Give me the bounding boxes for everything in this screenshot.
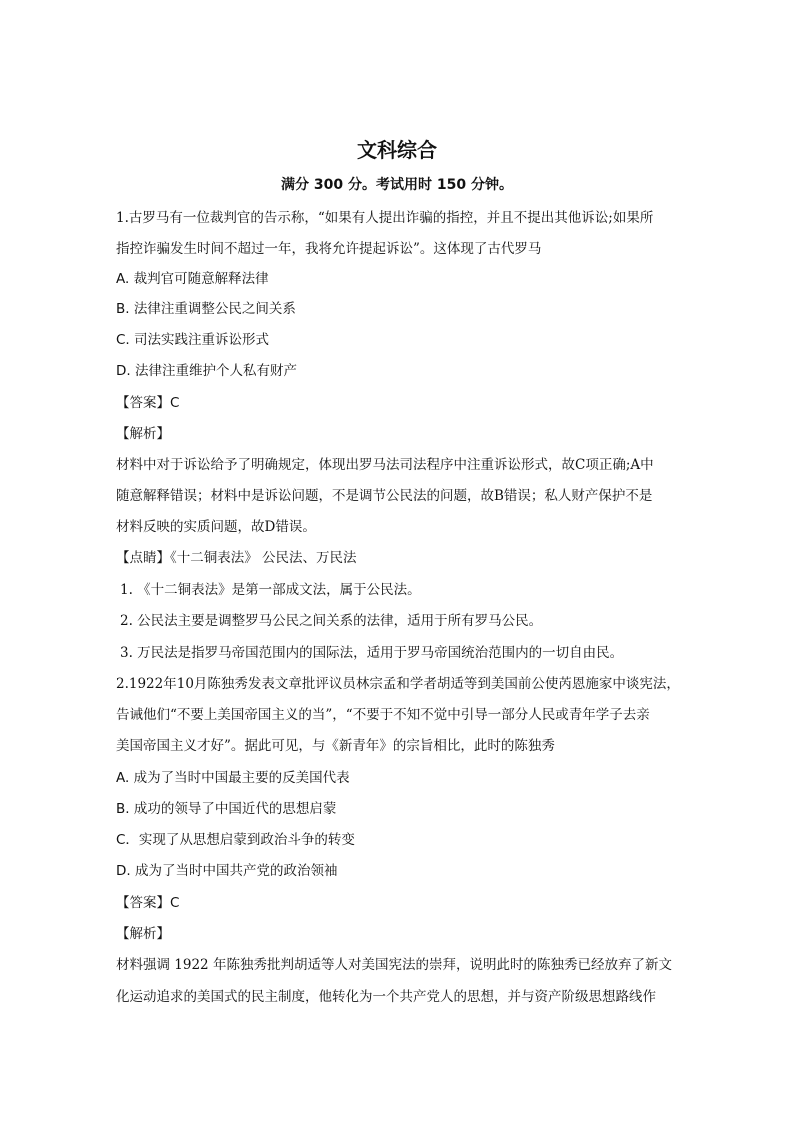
q2-answer: 【答案】C — [116, 895, 180, 911]
q1-tip-heading: 【点睛】《十二铜表法》 公民法、万民法 — [116, 550, 357, 566]
q2-analysis-line-2: 化运动追求的美国式的民主制度，他转化为一个共产党人的思想，并与资产阶级思想路线作 — [116, 989, 656, 1005]
q2-stem-line-3: 美国帝国主义才好”。据此可见，与《新青年》的宗旨相比，此时的陈独秀 — [116, 738, 555, 754]
q1-stem-line-1: 1.古罗马有一位裁判官的告示称，“如果有人提出诈骗的指控，并且不提出其他诉讼;如果所 — [116, 210, 654, 226]
q1-option-a: A. 裁判官可随意解释法律 — [116, 271, 269, 287]
q1-analysis-line-1: 材料中对于诉讼给予了明确规定，体现出罗马法司法程序中注重诉讼形式，故C项正确;A中 — [116, 457, 654, 473]
q1-option-c: C. 司法实践注重诉讼形式 — [116, 332, 270, 348]
q2-option-a: A. 成为了当时中国最主要的反美国代表 — [116, 770, 350, 786]
q2-option-b: B. 成功的领导了中国近代的思想启蒙 — [116, 801, 337, 817]
page-title: 文科综合 — [357, 138, 437, 162]
q2-analysis-label: 【解析】 — [116, 926, 170, 942]
q1-tip-item-2: 2. 公民法主要是调整罗马公民之间关系的法律，适用于所有罗马公民。 — [120, 613, 543, 629]
q1-analysis-line-3: 材料反映的实质问题，故D错误。 — [116, 519, 316, 535]
q2-stem-line-1: 2.1922年10月陈独秀发表文章批评议员林宗孟和学者胡适等到美国前公使芮恩施家中谈宪法， — [116, 676, 680, 692]
q1-option-d: D. 法律注重维护个人私有财产 — [116, 363, 297, 379]
q1-stem-line-2: 指控诈骗发生时间不超过一年，我将允许提起诉讼”。这体现了古代罗马 — [116, 241, 542, 257]
q1-option-b: B. 法律注重调整公民之间关系 — [116, 301, 296, 317]
q1-analysis-line-2: 随意解释错误；材料中是诉讼问题，不是调节公民法的问题，故B错误；私人财产保护不是 — [116, 488, 653, 504]
q2-option-c: C．实现了从思想启蒙到政治斗争的转变 — [116, 832, 355, 848]
q2-option-d: D. 成为了当时中国共产党的政治领袖 — [116, 863, 338, 879]
q1-tip-item-1: 1. 《十二铜表法》是第一部成文法，属于公民法。 — [120, 582, 421, 598]
q1-answer: 【答案】C — [116, 395, 180, 411]
q2-analysis-line-1: 材料强调 1922 年陈独秀批判胡适等人对美国宪法的崇拜，说明此时的陈独秀已经放弃了新文 — [116, 957, 672, 973]
q2-stem-line-2: 告诫他们“不要上美国帝国主义的当”，“不要于不知不觉中引导一部分人民或青年学子去亲 — [116, 707, 650, 723]
q1-analysis-label: 【解析】 — [116, 426, 170, 442]
exam-info: 满分 300 分。考试用时 150 分钟。 — [281, 177, 513, 193]
q1-tip-item-3: 3. 万民法是指罗马帝国范围内的国际法，适用于罗马帝国统治范围内的一切自由民。 — [120, 645, 624, 661]
